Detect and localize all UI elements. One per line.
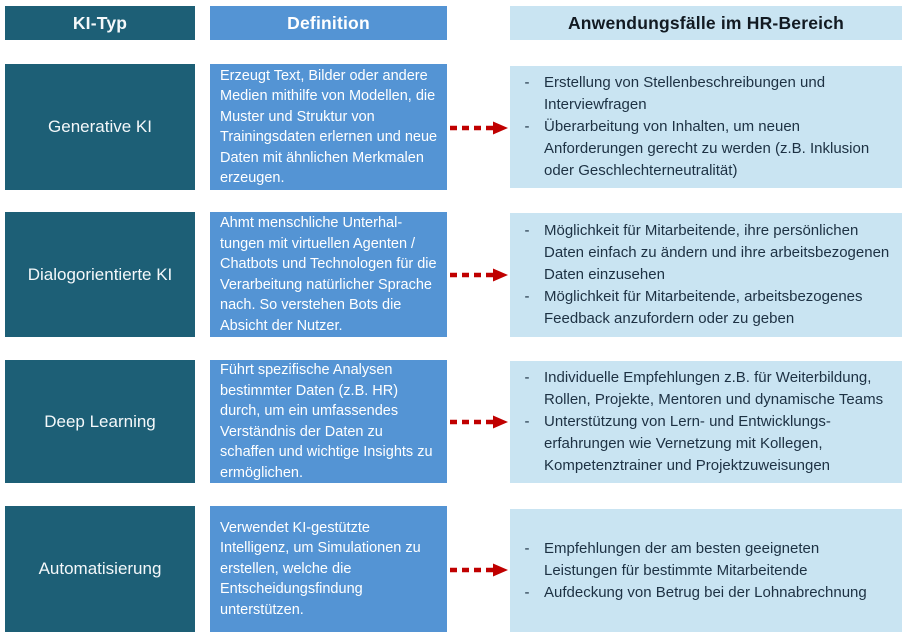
usecase-item (510, 582, 892, 604)
usecase-text: Überarbeitung von Inhalten, um neuen Anforderungen gerecht zu werden (z.B. Inklusion oder Geschlechterneutralität) (544, 118, 870, 179)
definition-cell-generative-ki (210, 64, 447, 190)
usecase-cell-deep-learning (510, 361, 902, 483)
bullet-dash: - (524, 222, 530, 239)
type-cell-deep-learning (5, 360, 195, 483)
usecase-text: Erstellung von Stellenbeschreibungen und Interviewfragen (544, 74, 826, 113)
header-ki-typ (5, 6, 195, 40)
usecase-item (510, 220, 892, 286)
usecase-text: Individuelle Empfehlungen z.B. für Weiterbildung, Rollen, Projekte, Mentoren und dynamische Teams (544, 369, 884, 408)
header-anwendungsfaelle-label: Anwendungsfälle im HR-Bereich (567, 12, 845, 33)
header-definition (210, 6, 447, 40)
usecase-text: Unterstützung von Lern- und Entwicklungserfahrungen wie Vernetzung mit Kollegen, Kompetenztrainer und Projektzuweisungen (544, 413, 831, 474)
type-label: Dialogorientierte KI (27, 264, 173, 284)
type-cell-dialogorientierte-ki (5, 212, 195, 337)
usecase-cell-automatisierung (510, 509, 902, 632)
bullet-dash: - (524, 539, 530, 557)
definition-cell-deep-learning (210, 360, 447, 483)
type-cell-generative-ki (5, 64, 195, 190)
type-label: Deep Learning (44, 411, 156, 431)
header-anwendungsfaelle (510, 6, 902, 40)
type-label: Generative KI (48, 117, 152, 136)
dashed-arrow-icon (449, 121, 509, 135)
usecase-text: Empfehlungen der am besten geeigneten Leistungen für bestimmte Mitarbeitende (544, 539, 820, 579)
usecase-item (510, 72, 892, 116)
header-ki-typ-label: KI-Typ (72, 12, 128, 33)
usecase-item (510, 411, 892, 477)
bullet-dash: - (524, 118, 530, 135)
usecase-text: Möglichkeit für Mitarbeitende, arbeitsbezogenes Feedback anzufordern oder zu geben (544, 288, 863, 327)
bullet-dash: - (524, 583, 530, 601)
definition-cell-dialogorientierte-ki (210, 212, 447, 337)
type-cell-automatisierung (5, 506, 195, 632)
usecase-item (510, 286, 892, 330)
definition-text: Verwendet KI-gestützte Intelligenz, um Simulationen zu erstellen, welche die Entscheidungsfindung unterstützen. (220, 519, 421, 618)
definition-cell-automatisierung (210, 506, 447, 632)
definition-text: Erzeugt Text, Bilder oder andere Medien mithilfe von Modellen, die Muster und Struktur von Trainingsdaten erlernen und neue Daten mit ähnlichen Merkmalen erzeugen. (220, 67, 438, 186)
usecase-item (510, 116, 892, 182)
usecase-item (510, 367, 892, 411)
header-definition-label: Definition (287, 12, 370, 33)
usecase-cell-generative-ki (510, 66, 902, 188)
bullet-dash: - (524, 288, 530, 305)
bullet-dash: - (524, 413, 530, 430)
bullet-dash: - (524, 74, 530, 91)
type-label: Automatisierung (38, 559, 162, 578)
usecase-text: Aufdeckung von Betrug bei der Lohnabrechnung (544, 583, 867, 601)
bullet-dash: - (524, 369, 530, 386)
dashed-arrow-icon (449, 415, 509, 429)
definition-text: Ahmt menschliche Unterhaltungen mit virtuellen Agenten / Chatbots und Technologen für die Verarbeitung natürlicher Sprache nach. So verstehen Bots die Absicht der Nutzer. (220, 215, 437, 334)
usecase-text: Möglichkeit für Mitarbeitende, ihre persönlichen Daten einfach zu ändern und ihre arbeitsbezogenen Daten einzusehen (544, 222, 890, 283)
usecase-item (510, 538, 892, 582)
definition-text: Führt spezifische Analysen bestimmter Daten (z.B. HR) durch, um ein umfassendes Verständnis der Daten zu schaffen und wichtige Insights zu ermöglichen. (220, 362, 433, 481)
usecase-cell-dialogorientierte-ki (510, 213, 902, 337)
dashed-arrow-icon (449, 563, 509, 577)
dashed-arrow-icon (449, 268, 509, 282)
